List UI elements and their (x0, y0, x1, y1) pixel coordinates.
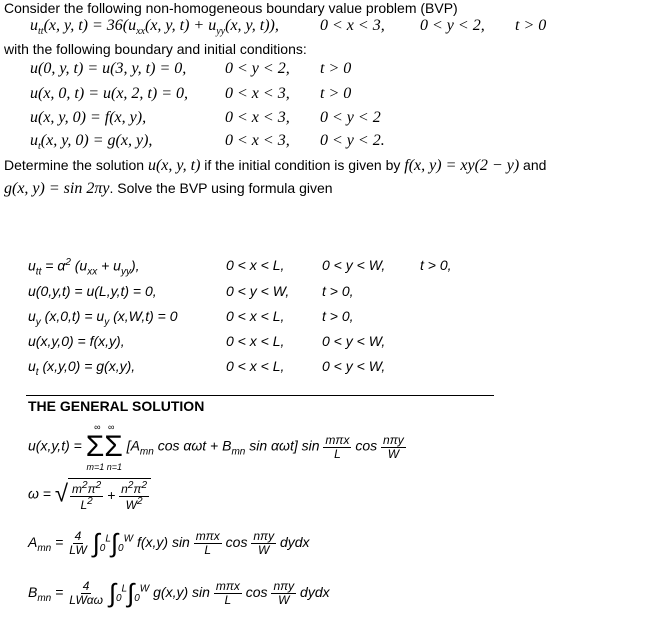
formula-row-1-c2: t > 0, (322, 283, 354, 299)
formula-row-3-c2: 0 < y < W, (322, 333, 386, 349)
solve-line: g(x, y) = sin 2πy. Solve the BVP using formula given (4, 180, 333, 197)
bc-row-1-c2: t > 0 (320, 60, 352, 77)
formula-row-2-c2: t > 0, (322, 308, 354, 324)
bc-row-1-c1: 0 < y < 2, (225, 60, 290, 77)
formula-row-2-c1: 0 < x < L, (226, 308, 285, 324)
intro-line-2: with the following boundary and initial conditions: (4, 41, 307, 57)
bc-row-3-c2: 0 < y < 2 (320, 109, 381, 126)
formula-row-3-c1: 0 < x < L, (226, 333, 285, 349)
determine-line: Determine the solution u(x, y, t) if the initial condition is given by f(x, y) = xy(2 − y) and (4, 157, 547, 174)
bc-row-2-eq: u(x, 0, t) = u(x, 2, t) = 0, (30, 85, 188, 102)
formula-pde-c1: 0 < x < L, (226, 257, 285, 273)
bc-row-4-c1: 0 < x < 3, (225, 132, 290, 149)
pde-cond-x: 0 < x < 3, (320, 17, 385, 34)
bc-row-3-eq: u(x, y, 0) = f(x, y), (30, 109, 147, 126)
formula-pde: $u_{tt} = \alpha^2$ $(u_{xx} + u_{yy})$, (28, 257, 140, 278)
bc-row-1-eq: u(0, y, t) = u(3, y, t) = 0, (30, 60, 187, 77)
formula-row-3-eq: u(x,y,0) = f(x,y), (28, 333, 125, 349)
formula-row-4-c1: 0 < x < L, (226, 358, 285, 374)
formula-row-1-eq: u(0,y,t) = u(L,y,t) = 0, (28, 283, 157, 299)
pde-cond-t: t > 0 (515, 17, 547, 34)
formula-row-4-c2: 0 < y < W, (322, 358, 386, 374)
formula-row-4-eq: $u_t$ (x,y,0) = g(x,y), (28, 358, 136, 378)
pde-cond-y: 0 < y < 2, (420, 17, 485, 34)
section-divider (26, 395, 494, 396)
bc-row-2-c2: t > 0 (320, 85, 352, 102)
intro-line-1: Consider the following non-homogeneous boundary value problem (BVP) (4, 0, 458, 16)
formula-row-2-eq: $u_y$ $(x,0,t) = u_y$ (x,W,t) = 0 (28, 308, 178, 328)
formula-pde-c2: 0 < y < W, (322, 257, 386, 273)
bmn-formula: $B_{mn}$ = $\frac{4}{\text{LWαω}}$ $\int_0^L\int_0^W$ g(x,y) sin $\frac{\text{mπx}}{L}$ cos $\frac{\text{nπy}}{W}$ dydx (28, 578, 330, 608)
amn-formula: $A_{mn}$ = $\frac{4}{LW}$ $\int_0^L\int_0^W$ f(x,y) sin $\frac{\text{mπx}}{L}$ cos $\frac{\text{nπy}}{W}$ dydx (28, 528, 310, 558)
general-solution-u: u(x,y,t) = ∞ ∞ ΣΣ m=1 n=1 [$A_{mn}$ $\cos \alpha\omega t + B_{mn}$ sin αωt] sin $\frac{\text{mπx}}{L}$ cos $\frac{\text{nπy}}{W}$ (28, 422, 404, 472)
formula-pde-c3: t > 0, (420, 257, 452, 273)
bc-row-2-c1: 0 < x < 3, (225, 85, 290, 102)
bc-row-3-c1: 0 < x < 3, (225, 109, 290, 126)
bc-row-4-eq: $u_t(x$, y, 0) = g(x, y), (30, 132, 153, 153)
omega-formula: ω = √ $\frac{m^2\pi^2}{L^2}$ + $\frac{n^2\pi^2}{W^2}$ (28, 478, 151, 511)
formula-row-1-c1: 0 < y < W, (226, 283, 290, 299)
pde-equation: $u_{tt}(x$, y, $t) = 36(u_{xx}(x$, y, $t) + u_{yy}(x$, y, t)), (30, 17, 279, 38)
general-solution-heading: THE GENERAL SOLUTION (28, 398, 205, 414)
bc-row-4-c2: 0 < y < 2. (320, 132, 385, 149)
